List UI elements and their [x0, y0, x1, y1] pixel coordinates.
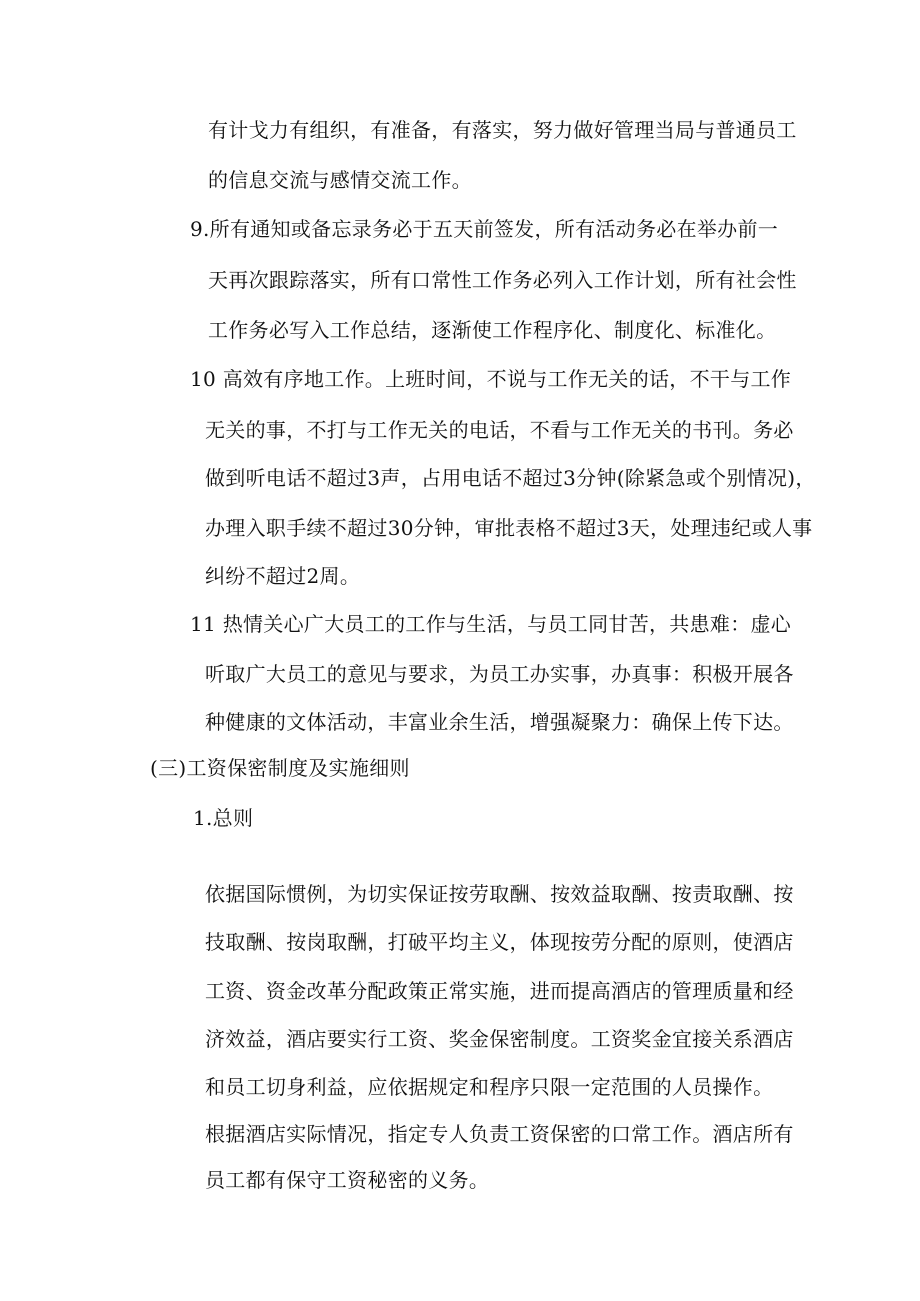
paragraph-line: 有计戈力有组织，有准备，有落实，努力做好管理当局与普通员工 — [208, 118, 797, 142]
paragraph-line: 依据国际惯例，为切实保证按劳取酬、按效益取酬、按责取酬、按 — [205, 882, 794, 906]
list-item-10-line: 无关的事，不打与工作无关的电话，不看与工作无关的书刊。务必 — [205, 418, 794, 442]
paragraph-line: 的信息交流与感情交流工作。 — [208, 168, 472, 192]
list-item-9-line: 天再次跟踪落实，所有口常性工作务必列入工作计划，所有社会性 — [208, 268, 797, 292]
paragraph-line: 员工都有保守工资秘密的义务。 — [205, 1168, 490, 1192]
list-item-10-line: 办理入职手续不超过30分钟，审批表格不超过3天，处理违纪或人事 — [205, 516, 813, 540]
paragraph-line: 工资、资金改革分配政策正常实施，进而提高酒店的管理质量和经 — [205, 979, 794, 1003]
section-heading: (三)工资保密制度及实施细则 — [150, 756, 410, 780]
list-item-11-line: 11 热情关心广大员工的工作与生活，与员工同甘苦，共患难：虚心 — [190, 612, 792, 636]
list-item-9-line: 9.所有通知或备忘录务必于五天前签发，所有活动务必在举办前一 — [190, 217, 779, 241]
list-item-10-line: 10 高效有序地工作。上班时间，不说与工作无关的话，不干与工作 — [190, 367, 792, 391]
list-item-11-line: 种健康的文体活动，丰富业余生活，增强凝聚力：确保上传下达。 — [205, 710, 794, 734]
list-item-10-line: 纠纷不超过2周。 — [205, 564, 361, 588]
paragraph-line: 济效益，酒店要实行工资、奖金保密制度。工资奖金宜接关系酒店 — [205, 1027, 794, 1051]
list-item-9-line: 工作务必写入工作总结，逐渐使工作程序化、制度化、标准化。 — [208, 318, 777, 342]
paragraph-line: 技取酬、按岗取酬，打破平均主义，体现按劳分配的原则，使酒店 — [205, 930, 794, 954]
paragraph-line: 和员工切身利益，应依据规定和程序只限一定范围的人员操作。 — [205, 1075, 774, 1099]
list-item-10-line: 做到听电话不超过3声，占用电话不超过3分钟(除紧急或个别情况)， — [205, 466, 816, 490]
list-item-11-line: 听取广大员工的意见与要求，为员工办实事，办真事：积极开展各 — [205, 662, 794, 686]
paragraph-line: 根据酒店实际情况，指定专人负责工资保密的口常工作。酒店所有 — [205, 1122, 794, 1146]
subsection-heading: 1.总则 — [193, 806, 254, 830]
